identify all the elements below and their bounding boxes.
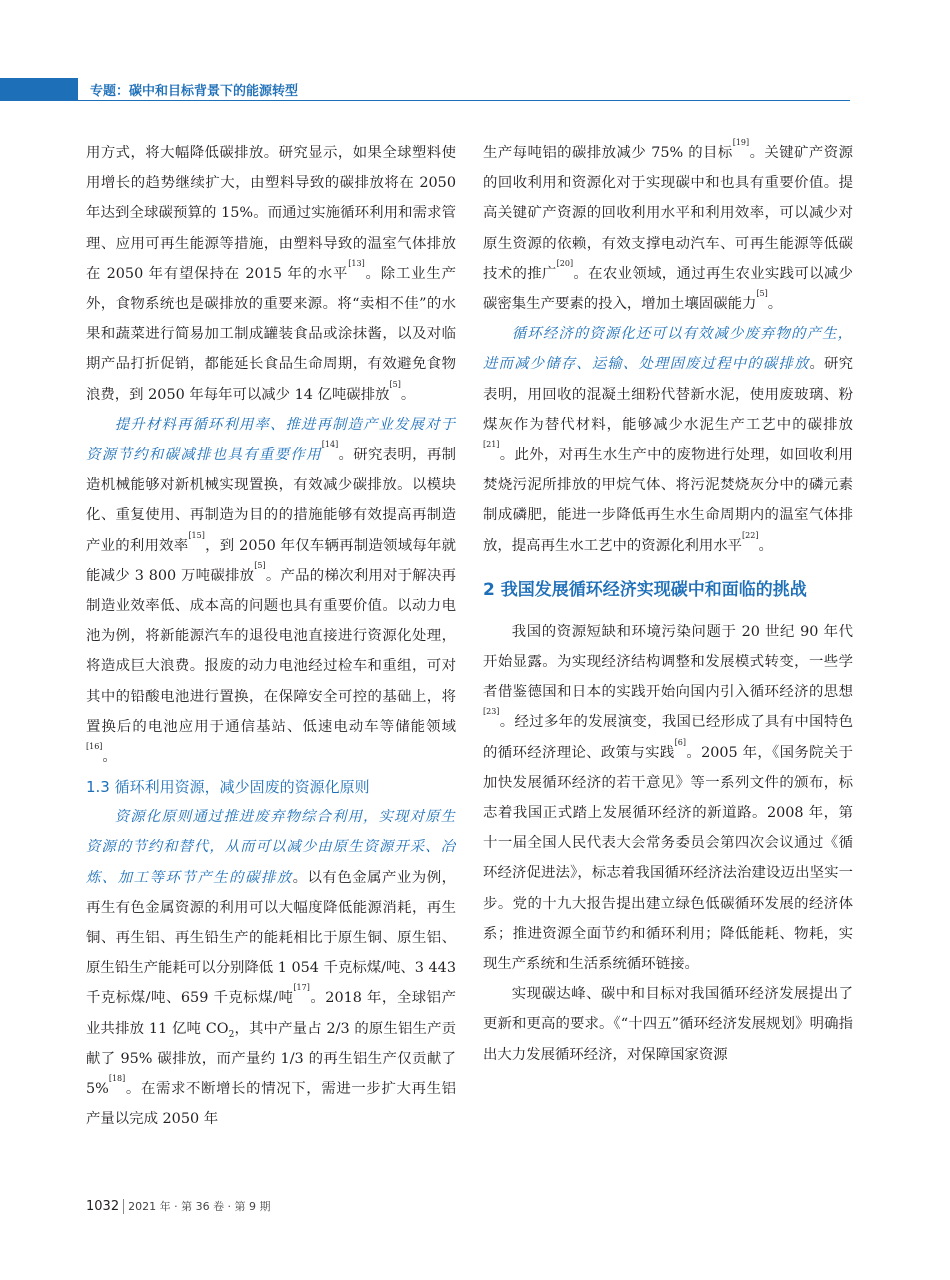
emphasis-text: 资源化原则通过推进废弃物综合利用，实现对原生资源的节约和替代，从而可以减少由原生资源开采、冶炼、加工等环节产生的碳排放: [86, 809, 456, 886]
text: 。: [758, 537, 773, 554]
page-footer: [86, 1198, 271, 1220]
subscript: 2: [228, 1029, 235, 1040]
emphasis-text: 循环经济的资源化还可以有效减少废弃物的产生，进而减少储存、运输、处理固废过程中的碳排放: [483, 326, 853, 373]
paragraph: [483, 617, 853, 979]
citation[interactable]: [16]: [86, 742, 103, 752]
paragraph: 实现碳达峰、碳中和目标对我国循环经济发展提出了更新和更高的要求。《“十四五”循环经济发展规划》明确指出大力发展循环经济，对保障国家资源: [483, 986, 853, 1063]
text: 。产品的梯次利用对于解决再制造业效率低、成本高的问题也具有重要价值。以动力电池为例，将新能源汽车的退役电池直接进行资源化处理，将造成巨大浪费。报废的动力电池经过检车和重组，可对其中的铅酸电池进行置换，在保障安全可控的基础上，将置换后的电池应用于通信基站、低速电动车等储能领域: [86, 567, 456, 735]
page-number: 1032: [86, 1199, 124, 1214]
paragraph: [483, 138, 853, 319]
section-heading-2: 2 我国发展循环经济实现碳中和面临的挑战: [483, 579, 807, 600]
citation[interactable]: [22]: [742, 530, 759, 540]
text: 。研究表明，再制造机械能够对新机械实现置换，有效减少碳排放。以模块化、重复使用、再制造为目的的措施能够有效提高再制造产业的利用效率: [86, 447, 456, 554]
text: ，到 2050 年仅车辆再制造领域每年就能减少 3 800 万吨碳排放: [86, 537, 456, 584]
left-column: [86, 138, 456, 1135]
citation[interactable]: [18]: [108, 1074, 126, 1084]
right-column: [483, 138, 853, 1070]
text: 我国的资源短缺和环境污染问题于 20 世纪 90 年代开始显露。为实现经济结构调整和发展模式转变，一些学者借鉴德国和日本的实践开始向国内引入循环经济的思想: [483, 623, 853, 701]
citation[interactable]: [20]: [556, 258, 574, 268]
citation[interactable]: [15]: [188, 530, 205, 540]
paragraph: [86, 410, 456, 772]
text: 。: [102, 749, 117, 766]
text: 。在农业领域，通过再生农业实践可以减少碳密集生产要素的投入，增加土壤固碳能力: [483, 265, 853, 313]
text: 。研究表明，用回收的混凝土细粉代替新水泥，使用废玻璃、粉煤灰作为替代材料，能够减少水泥生产工艺中的碳排放: [483, 356, 853, 433]
text: 用方式，将大幅降低碳排放。研究显示，如果全球塑料使用增长的趋势继续扩大，由塑料导致的碳排放将在 2050 年达到全球碳预算的 15%。而通过实施循环利用和需求管理、应用可再生能源等措施，由塑料导致的温室气体排放在 2050 年有望保持在 2015 年的水平: [86, 145, 456, 282]
citation[interactable]: [5]: [254, 560, 266, 570]
citation[interactable]: [14]: [321, 440, 339, 450]
emphasis-text: 提升材料再循环利用率、推进再制造产业发展对于资源节约和碳减排也具有重要作用: [86, 416, 456, 464]
paragraph: [86, 802, 456, 1134]
text: 。除工业生产外，食物系统也是碳排放的重要来源。将“卖相不佳”的水果和蔬菜进行简易加工制成罐装食品或涂抹酱，以及对临期产品打折促销，都能延长食品生命周期，有效避免食物浪费，到 2050 年每年可以减少 14 亿吨碳排放: [86, 265, 456, 403]
text: 。以有色金属产业为例，再生有色金属资源的利用可以大幅度降低能源消耗，再生铜、再生铝、再生铅生产的能耗相比于原生铜、原生铝、原生铅生产能耗可以分别降低 1 054 千克标煤/吨、3 443 千克标煤/吨、659 千克标煤/吨: [86, 869, 456, 1007]
text: 生产每吨铝的碳排放减少 75% 的目标: [483, 145, 733, 161]
text: ，其中产量占 2/3 的原生铝生产贡献了 95% 碳排放，而产量约 1/3 的再生铝生产仅贡献了 5%: [86, 1020, 457, 1098]
citation[interactable]: [5]: [756, 289, 768, 299]
citation[interactable]: [6]: [674, 737, 686, 747]
citation[interactable]: [5]: [389, 379, 401, 389]
text: 。: [400, 386, 416, 403]
citation[interactable]: [13]: [348, 258, 365, 268]
citation[interactable]: [17]: [293, 983, 310, 993]
paragraph: [86, 138, 456, 410]
text: 。此外，对再生水生产中的废物进行处理，如回收利用焚烧污泥所排放的甲烷气体、将污泥焚烧灰分中的磷元素制成磷肥，能进一步降低再生水生命周期内的温室气体排放，提高再生水工艺中的资源化利用水平: [483, 447, 853, 554]
text: 。在需求不断增长的情况下，需进一步扩大再生铝产量以完成 2050 年: [86, 1081, 456, 1128]
text: 。关键矿产资源的回收利用和资源化对于实现碳中和也具有重要价值。提高关键矿产资源的回收利用水平和利用效率，可以减少对原生资源的依赖，有效支撑电动汽车、可再生能源等低碳技术的推广: [483, 145, 853, 282]
text: 。2018 年，全球铝产业共排放 11 亿吨 CO: [86, 990, 456, 1037]
text: 。经过多年的发展演变，我国已经形成了具有中国特色的循环经济理论、政策与实践: [483, 714, 853, 761]
header-title: 专题：碳中和目标背景下的能源转型: [90, 84, 299, 99]
text: 。: [767, 296, 783, 313]
text: 。2005 年，《国务院关于加快发展循环经济的若干意见》等一系列文件的颁布，标志着我国正式踏上发展循环经济的新道路。2008 年，第十一届全国人民代表大会常务委员会第四次会议通过《循环经济促进法》，标志着我国循环经济法治建设迈出坚实一步。党的十九大报告提出建立绿色低碳循环发展的经济体系；推进资源全面节约和循环利用；降低能耗、物耗，实现生产系统和生活系统循环链接。: [483, 744, 853, 973]
issue-info: 2021 年 · 第 36 卷 · 第 9 期: [128, 1200, 271, 1213]
citation[interactable]: [19]: [732, 138, 750, 147]
section-heading-1-3: 1.3 循环利用资源，减少固废的资源化原则: [86, 778, 370, 797]
header-color-block: [0, 78, 78, 100]
citation[interactable]: [23]: [483, 707, 500, 717]
citation[interactable]: [21]: [483, 440, 500, 450]
paragraph: [483, 319, 853, 561]
running-header: [0, 78, 850, 101]
